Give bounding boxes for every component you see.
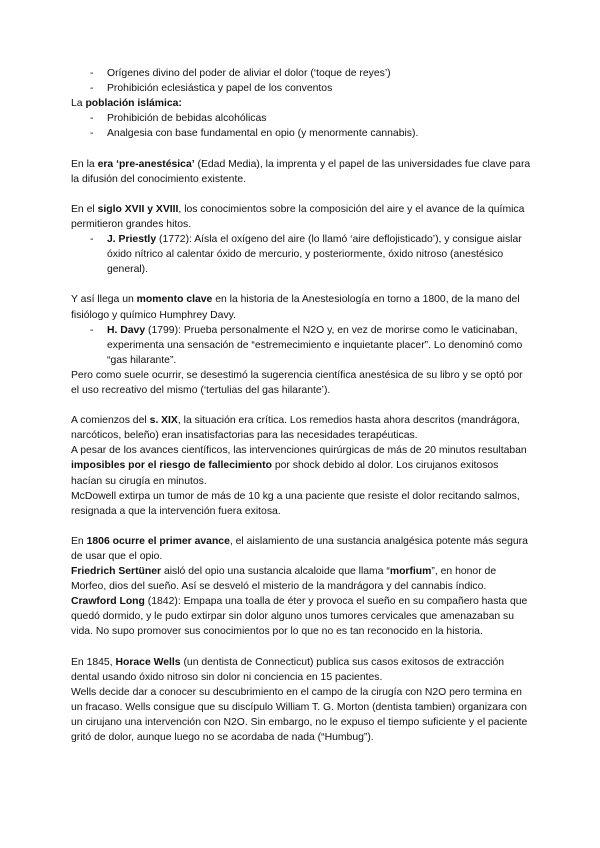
paragraph-pre-anesthetic-era: En la era ‘pre-anestésica’ (Edad Media), la imprenta y el papel de las universidades fue clave para la difusión del conocimiento existente. xyxy=(71,158,531,185)
list-item: - J. Priestly (1772): Aísla el oxígeno del aire (lo llamó ‘aire deflojisticado’), y consigue aislar óxido nítrico al calentar óxido de mercurio, y posteriormente, óxido nitroso (anestésico general). xyxy=(90,234,522,276)
bold-name: Crawford Long xyxy=(71,596,145,608)
list-item xyxy=(71,66,531,81)
paragraph-sertuner: Friedrich Sertüner aisló del opio una sustancia alcaloide que llama “morfium”, en honor de Morfeo, dios del sueño. Así se desveló el misterio de la mandrágora y del cannabis índico. xyxy=(71,566,497,593)
list-medieval-origins xyxy=(71,66,531,96)
bold-name: Horace Wells xyxy=(115,656,181,668)
bold-term: población islámica: xyxy=(85,98,182,110)
bold-name: H. Davy xyxy=(107,324,146,336)
bold-term: s. XIX xyxy=(149,415,178,427)
bold-name: J. Priestly xyxy=(107,234,157,246)
bold-term: era ‘pre-anestésica’ xyxy=(97,158,195,170)
paragraph-surgical-risk: A pesar de los avances científicos, las intervenciones quirúrgicas de más de 20 minutos resultaban imposibles por el riesgo de fallecimiento por shock debido al dolor. Los cirujanos exitosos hacían su cirugía en minutos. xyxy=(71,445,527,487)
list-item xyxy=(71,126,531,141)
paragraph-key-moment: Y así llega un momento clave en la historia de la Anestesiología en torno a 1800, de la mano del fisiólogo y químico Humphrey Davy. xyxy=(71,294,520,321)
dash-bullet: - xyxy=(90,324,94,336)
list-item: - H. Davy (1799): Prueba personalmente el N2O y, en vez de morirse como le vaticinaban, experimenta una sensación de “estremecimiento e inquietante placer”. Lo denominó como “gas hilarante”. xyxy=(90,324,523,366)
bold-term: 1806 ocurre el primer avance xyxy=(86,535,230,547)
list-item-text: Analgesia con base fundamental en opio (y menormente cannabis). xyxy=(107,128,419,140)
dash-bullet: - xyxy=(90,68,94,79)
paragraph-wells-1845: En 1845, Horace Wells (un dentista de Connecticut) publica sus casos exitosos de extracción dental usando óxido nitroso sin dolor ni conciencia en 15 pacientes. xyxy=(71,656,505,683)
list-item-text: Orígenes divino del poder de aliviar el dolor (‘toque de reyes’) xyxy=(107,68,391,79)
paragraph-wells-failure: Wells decide dar a conocer su descubrimiento en el campo de la cirugía con N2O pero termina en un fracaso. Wells consigue que su discípulo William T. G. Morton (dentista tambien) organizara con un cirujano una intervención con N2O. Sin embargo, no le expuso el tiempo suficiente y el paciente gritó de dolor, aunque luego no se acordaba de nada (“Humbug”). xyxy=(71,686,528,744)
paragraph-crawford-long: Crawford Long (1842): Empapa una toalla de éter y provoca el sueño en su compañero hasta que quedó dormido, y le pudo extirpar sin dolor alguno unos tumores cervicales que amenazaban su vida. No supo promover sus conocimientos por lo que no es tan reconocido en la historia. xyxy=(71,596,528,638)
dash-bullet: - xyxy=(90,128,94,140)
list-islamic xyxy=(71,111,531,141)
dash-bullet: - xyxy=(90,234,94,246)
list-item-text: Prohibición de bebidas alcohólicas xyxy=(107,113,267,125)
paragraph-19th-century: A comienzos del s. XIX, la situación era crítica. Los remedios hasta ahora descritos (mandrágora, narcóticos, beleño) eran insatisfactorias para las necesidades terapéuticas. xyxy=(71,415,520,442)
bold-name: Friedrich Sertüner xyxy=(71,566,162,578)
dash-bullet: - xyxy=(90,83,94,95)
paragraph-17th-18th-century: En el siglo XVII y XVIII, los conocimientos sobre la composición del aire y el avance de la química permitieron grandes hitos. xyxy=(71,203,525,230)
list-item xyxy=(71,111,531,126)
bold-term: momento clave xyxy=(136,294,213,306)
list-item xyxy=(71,81,531,96)
paragraph-1806: En 1806 ocurre el primer avance, el aislamiento de una sustancia analgésica potente más segura de usar que el opio. xyxy=(71,535,528,562)
paragraph-recreational-use: Pero como suele ocurrir, se desestimó la sugerencia científica anestésica de su libro y se optó por el uso recreativo del mismo (‘tertulias del gas hilarante’). xyxy=(71,369,523,396)
bold-term: siglo XVII y XVIII xyxy=(97,203,179,215)
list-davy xyxy=(71,323,531,368)
paragraph-mcdowell: McDowell extirpa un tumor de más de 10 kg a una paciente que resiste el dolor recitando salmos, resignada a que la intervención fuera exitosa. xyxy=(71,490,520,517)
bold-term: morfium xyxy=(389,566,432,578)
list-priestly xyxy=(71,232,531,277)
paragraph-islamic-population: La población islámica: xyxy=(71,98,182,110)
list-item-text: Prohibición eclesiástica y papel de los conventos xyxy=(107,83,333,95)
document-page xyxy=(71,66,531,745)
dash-bullet: - xyxy=(90,113,94,125)
bold-term: imposibles por el riesgo de fallecimiento xyxy=(71,460,272,472)
